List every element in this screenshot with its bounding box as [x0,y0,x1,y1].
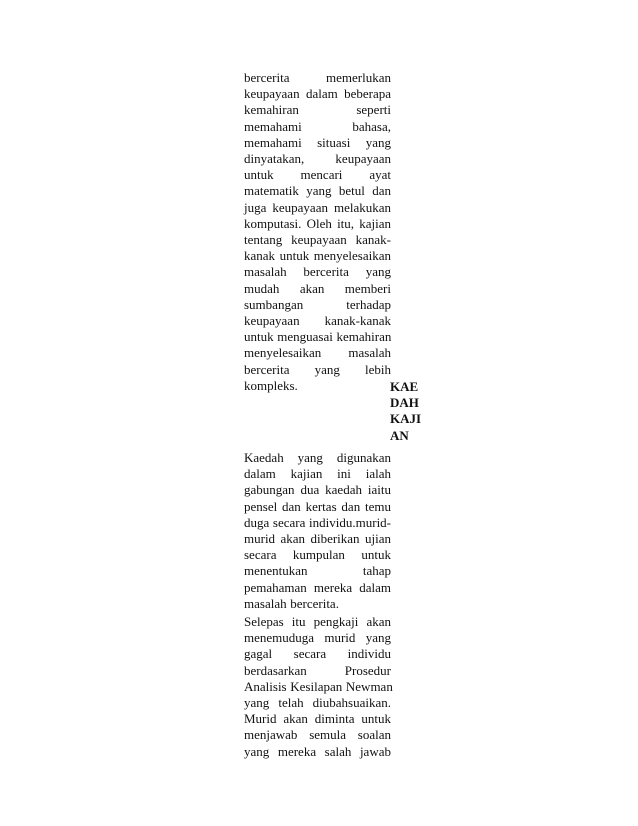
text-line: untuk mencari ayat [244,167,391,183]
text-line: sumbangan terhadap [244,296,391,312]
text-line: pemahaman mereka dalam [244,579,391,595]
text-line: memahami bahasa, [244,118,391,134]
text-line: secara kumpulan untuk [244,547,391,563]
text-line: yang telah diubahsuaikan. [244,695,391,711]
text-line: yang mereka salah jawab [244,743,391,759]
text-line: Kaedah yang digunakan [244,450,391,465]
paragraph-method [244,450,391,612]
text-line: juga keupayaan melakukan [244,199,391,215]
text-line: Selepas itu pengkaji akan [244,614,391,629]
text-line: dalam kajian ini ialah [244,466,391,482]
heading-line: AN [390,427,409,443]
heading-line: DAH [390,395,419,411]
text-line: memahami situasi yang [244,134,391,150]
text-line: komputasi. Oleh itu, kajian [244,215,391,231]
text-line: menjawab semula soalan [244,727,391,743]
text-line: bercerita memerlukan [244,70,391,85]
text-line: kanak untuk menyelesaikan [244,248,391,264]
text-line: matematik yang betul dan [244,183,391,199]
text-line: dinyatakan, keupayaan [244,151,391,167]
text-line: menemuduga murid yang [244,630,391,646]
section-heading [390,379,424,444]
text-line: tentang keupayaan kanak- [244,232,391,248]
text-line: duga secara individu.murid- [244,514,392,530]
text-line: kompleks. [244,377,298,393]
text-line: bercerita yang lebih [244,361,391,377]
text-line: menentukan tahap [244,563,391,579]
text-line: menyelesaikan masalah [244,345,391,361]
text-line: Analisis Kesilapan Newman [244,678,393,694]
text-line: gagal secara individu [244,646,391,662]
text-line: keupayaan kanak-kanak [244,313,391,329]
text-line: untuk menguasai kemahiran [244,329,392,345]
text-line: murid akan diberikan ujian [244,531,391,547]
text-line: gabungan dua kaedah iaitu [244,482,391,498]
text-line: Murid akan diminta untuk [244,711,391,727]
text-line: berdasarkan Prosedur [244,662,391,678]
text-line: keupayaan dalam beberapa [244,86,391,102]
heading-line: KAJI [390,411,422,427]
paragraph-interview [244,614,391,760]
text-line: pensel dan kertas dan temu [244,498,391,514]
heading-line: KAE [390,379,419,394]
text-line: mudah akan memberi [244,280,391,296]
paragraph-intro [244,70,391,394]
text-line: kemahiran seperti [244,102,391,118]
text-line: masalah bercerita yang [244,264,391,280]
text-line: masalah bercerita. [244,595,339,611]
